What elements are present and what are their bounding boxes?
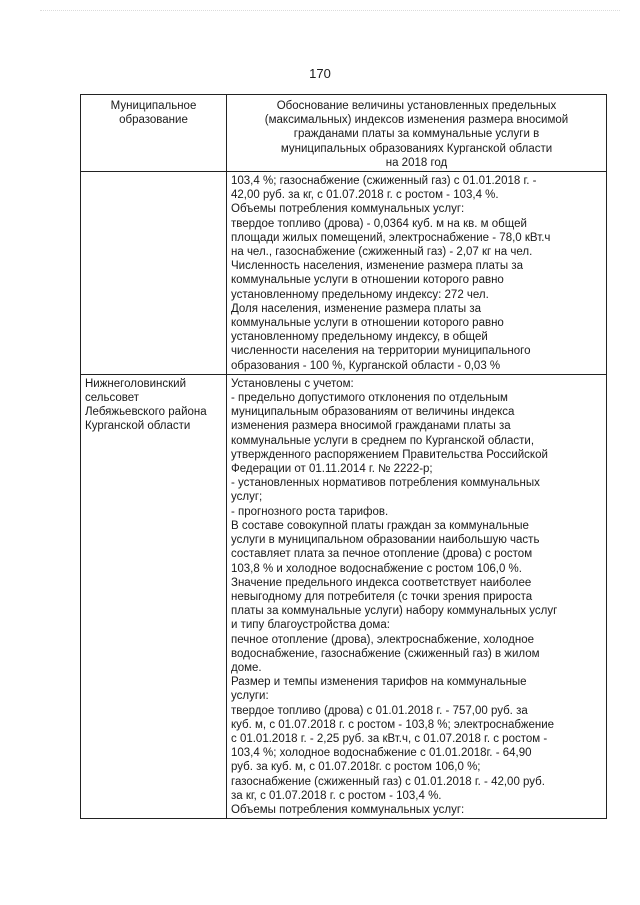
table-row: [81, 374, 607, 818]
table-row: [81, 172, 607, 375]
tariff-justification-table: [80, 94, 607, 819]
header-municipality: Муниципальное образование: [81, 95, 227, 172]
scan-edge-marks: [40, 10, 620, 15]
table-header-row: [81, 95, 607, 172]
municipality-cell: [81, 172, 227, 375]
header-justification: Обоснование величины установленных предельных (максимальных) индексов изменения размера вносимой гражданами платы за коммунальные услуги в муниципальных образованиях Курганской области на 2018 год: [227, 95, 607, 172]
justification-cell: 103,4 %; газоснабжение (сжиженный газ) с 01.01.2018 г. - 42,00 руб. за кг, с 01.07.2018 г. с ростом - 103,4 %. Объемы потребления коммунальных услуг: твердое топливо (дрова) - 0,0364 куб. м на кв. м общей площади жилых помещений, электроснабжение - 78,0 кВт.ч на чел., газоснабжение (сжиженный газ) - 2,07 кг на чел. Численность населения, изменение размера платы за коммунальные услуги в отношении которого равно установленному предельному индексу: 272 чел. Доля населения, изменение размера платы за коммунальные услуги в отношении которого равно установленному предельному индексу, в общей численности населения на территории муниципального образования - 100 %, Курганской области - 0,03 %: [227, 172, 607, 375]
page-number: 170: [309, 66, 331, 81]
municipality-cell: Нижнеголовинский сельсовет Лебяжьевского района Курганской области: [81, 374, 227, 818]
justification-cell: Установлены с учетом: - предельно допустимого отклонения по отдельным муниципальным образованиям от величины индекса изменения размера вносимой гражданами платы за коммунальные услуги в среднем по Курганской области, утвержденного распоряжением Правительства Российской Федерации от 01.11.2014 г. № 2222-р; - установленных нормативов потребления коммунальных услуг; - прогнозного роста тарифов. В составе совокупной платы граждан за коммунальные услуги в муниципальном образовании наибольшую часть составляет плата за печное отопление (дрова) с ростом 103,8 % и холодное водоснабжение с ростом 106,0 %. Значение предельного индекса соответствует наиболее невыгодному для потребителя (с точки зрения прироста платы за коммунальные услуги) набору коммунальных услуг и типу благоустройства дома: печное отопление (дрова), электроснабжение, холодное водоснабжение, газоснабжение (сжиженный газ) в жилом доме. Размер и темпы изменения тарифов на коммунальные услуги: твердое топливо (дрова) с 01.01.2018 г. - 757,00 руб. за куб. м, с 01.07.2018 г. с ростом - 103,8 %; электроснабжение с 01.01.2018 г. - 2,25 руб. за кВт.ч, с 01.07.2018 г. с ростом - 103,4 %; холодное водоснабжение с 01.01.2018г. - 64,90 руб. за куб. м, с 01.07.2018г. с ростом 106,0 %; газоснабжение (сжиженный газ) с 01.01.2018 г. - 42,00 руб. за кг, с 01.07.2018 г. с ростом - 103,4 %. Объемы потребления коммунальных услуг:: [227, 374, 607, 818]
